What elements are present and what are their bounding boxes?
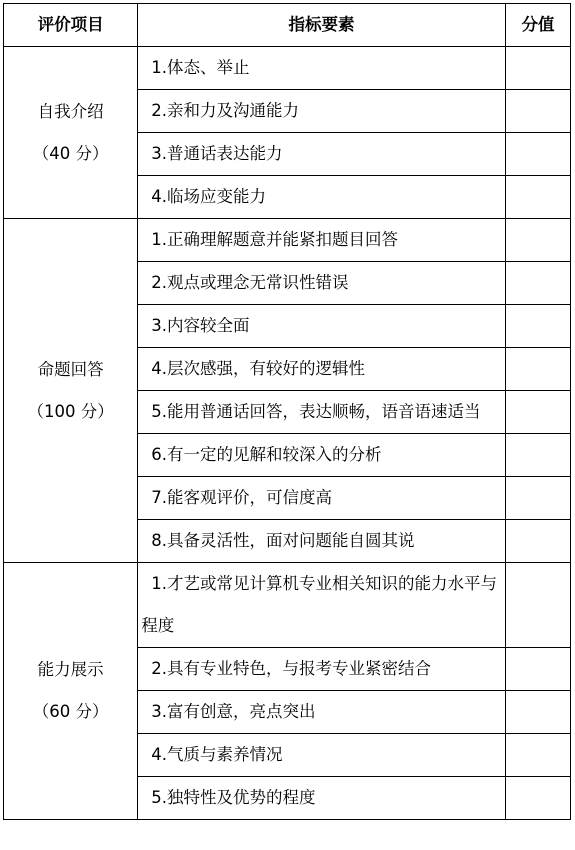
- category-score: （40 分）: [32, 143, 109, 163]
- indicator-cell: 4.气质与素养情况: [138, 734, 506, 777]
- header-row: [4, 4, 571, 47]
- indicator-cell: 8.具备灵活性，面对问题能自圆其说: [138, 520, 506, 563]
- indicator-cell: 3.普通话表达能力: [138, 133, 506, 176]
- score-cell: [505, 520, 570, 563]
- indicator-cell: 2.观点或理念无常识性错误: [138, 262, 506, 305]
- score-cell: [505, 434, 570, 477]
- indicator-cell: 4.临场应变能力: [138, 176, 506, 219]
- category-name: 命题回答: [37, 359, 104, 379]
- score-cell: [505, 47, 570, 90]
- indicator-cell: 1.正确理解题意并能紧扣题目回答: [138, 219, 506, 262]
- score-cell: [505, 348, 570, 391]
- header-indicator: 指标要素: [138, 4, 506, 47]
- indicator-cell: 1.体态、举止: [138, 47, 506, 90]
- indicator-cell: 3.内容较全面: [138, 305, 506, 348]
- table-row: [4, 219, 571, 262]
- indicator-text: 1.才艺或常见计算机专业相关知识的能力水平与程度: [141, 574, 497, 635]
- table-row: [4, 563, 571, 648]
- score-cell: [505, 477, 570, 520]
- category-cell-questions: [4, 219, 138, 563]
- score-cell: [505, 176, 570, 219]
- score-cell: [505, 391, 570, 434]
- indicator-cell: 7.能客观评价，可信度高: [138, 477, 506, 520]
- category-cell-self-intro: [4, 47, 138, 219]
- score-cell: [505, 734, 570, 777]
- score-cell: [505, 262, 570, 305]
- indicator-cell: 3.富有创意，亮点突出: [138, 691, 506, 734]
- indicator-cell: 5.独特性及优势的程度: [138, 777, 506, 820]
- category-cell-ability: [4, 563, 138, 820]
- category-score: （100 分）: [27, 401, 114, 421]
- indicator-text: 5.能用普通话回答，表达顺畅，语音语速适当: [151, 402, 481, 421]
- category-name: 能力展示: [37, 660, 104, 679]
- header-score: 分值: [505, 4, 570, 47]
- category-score: （60 分）: [32, 702, 109, 721]
- indicator-cell: 2.亲和力及沟通能力: [138, 90, 506, 133]
- indicator-cell: 6.有一定的见解和较深入的分析: [138, 434, 506, 477]
- score-cell: [505, 691, 570, 734]
- indicator-cell: [138, 563, 506, 648]
- score-cell: [505, 777, 570, 820]
- score-cell: [505, 305, 570, 348]
- score-cell: [505, 219, 570, 262]
- category-name: 自我介绍: [37, 101, 104, 121]
- indicator-cell: 2.具有专业特色，与报考专业紧密结合: [138, 648, 506, 691]
- score-cell: [505, 90, 570, 133]
- evaluation-table: [3, 3, 571, 820]
- indicator-cell: 4.层次感强，有较好的逻辑性: [138, 348, 506, 391]
- score-cell: [505, 133, 570, 176]
- table-row: [4, 47, 571, 90]
- score-cell: [505, 563, 570, 648]
- score-cell: [505, 648, 570, 691]
- header-category: 评价项目: [4, 4, 138, 47]
- indicator-cell: [138, 391, 506, 434]
